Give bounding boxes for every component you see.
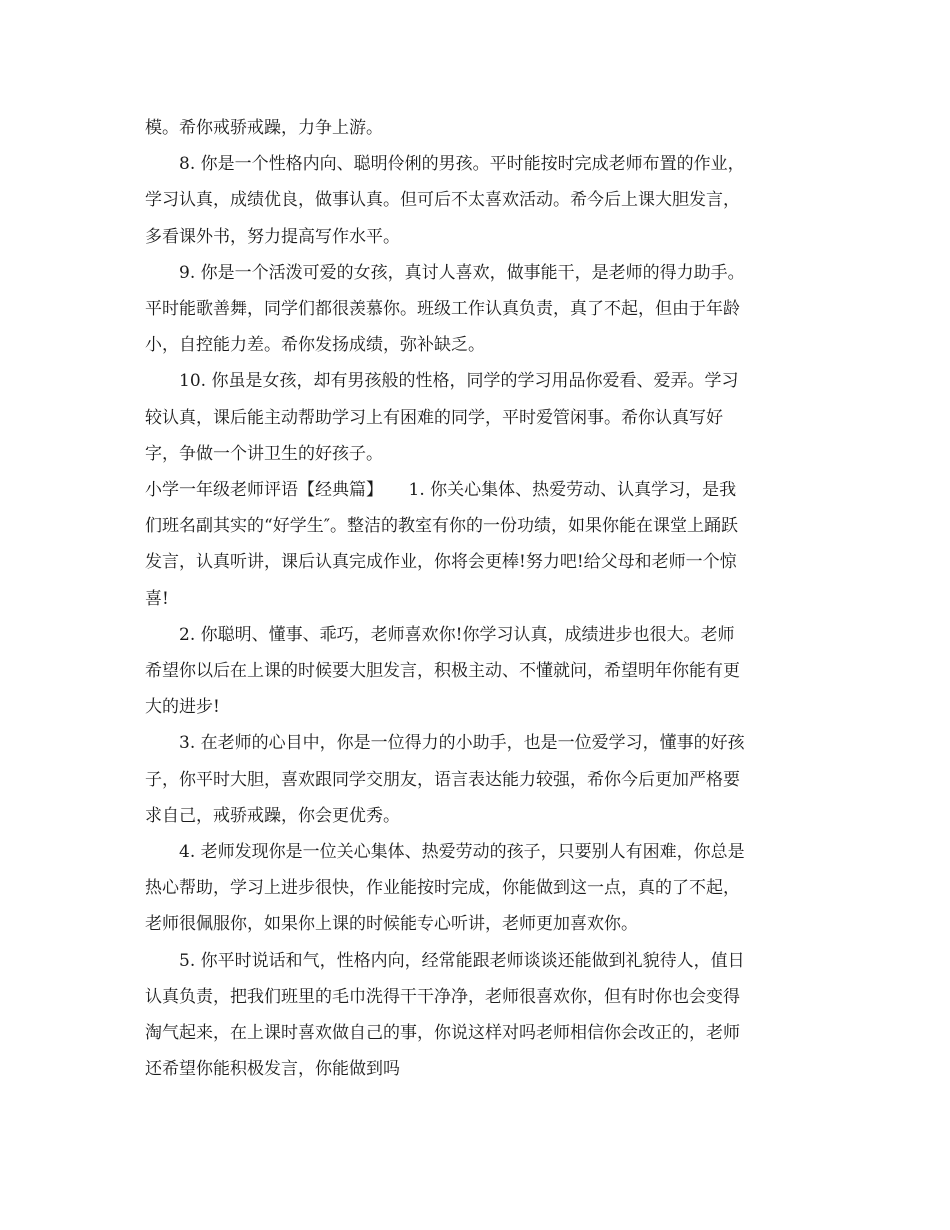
text-line: 9. 你是一个活泼可爱的女孩，真讨人喜欢，做事能干，是老师的得力助手。 [179, 262, 745, 283]
text-line: 发言，认真听讲，课后认真完成作业，你将会更棒!努力吧!给父母和老师一个惊 [145, 552, 737, 573]
text-line: 8. 你是一个性格内向、聪明伶俐的男孩。平时能按时完成老师布置的作业， [179, 154, 745, 175]
text-line: 还希望你能积极发言，你能做到吗 [145, 1059, 400, 1080]
document-body [145, 110, 810, 1087]
text-line: 求自己，戒骄戒躁，你会更优秀。 [145, 805, 400, 826]
text-line: 学习认真，成绩优良，做事认真。但可后不太喜欢活动。希今后上课大胆发言， [145, 190, 740, 211]
paragraph-comment-8 [145, 146, 810, 255]
text-line: 热心帮助，学习上进步很快，作业能按时完成，你能做到这一点，真的了不起， [145, 878, 740, 899]
text-line: 们班名副其实的“好学生″。整洁的教室有你的一份功绩，如果你能在课堂上踊跃 [145, 516, 739, 537]
text-line: 10. 你虽是女孩，却有男孩般的性格，同学的学习用品你爱看、爱弄。学习 [179, 371, 739, 392]
paragraph-comment-4 [145, 834, 810, 943]
text-line: 子，你平时大胆，喜欢跟同学交朋友，语言表达能力较强，希你今后更加严格要 [145, 769, 740, 790]
paragraph-comment-5 [145, 943, 810, 1088]
text-line: 小学一年级老师评语【经典篇】 1. 你关心集体、热爱劳动、认真学习，是我 [145, 480, 737, 501]
text-line: 大的进步! [145, 697, 220, 718]
text-line: 4. 老师发现你是一位关心集体、热爱劳动的孩子，只要别人有困难，你总是 [179, 842, 745, 863]
text-line: 模。希你戒骄戒躁，力争上游。 [145, 118, 383, 138]
text-line: 字，争做一个讲卫生的好孩子。 [145, 443, 383, 464]
paragraph-continuation [145, 110, 810, 146]
text-line: 希望你以后在上课的时候要大胆发言，积极主动、不懂就问，希望明年你能有更 [145, 661, 740, 682]
section-heading-classic [145, 472, 810, 617]
text-line: 老师很佩服你，如果你上课的时候能专心听讲，老师更加喜欢你。 [145, 914, 638, 935]
text-line: 3. 在老师的心目中，你是一位得力的小助手，也是一位爱学习，懂事的好孩 [179, 733, 745, 754]
paragraph-comment-3 [145, 725, 810, 834]
text-line: 较认真，课后能主动帮助学习上有困难的同学，平时爱管闲事。希你认真写好 [145, 407, 723, 428]
text-line: 平时能歌善舞，同学们都很羡慕你。班级工作认真负责，真了不起，但由于年龄 [145, 299, 740, 320]
text-line: 喜! [145, 588, 169, 609]
text-line: 5. 你平时说话和气，性格内向，经常能跟老师谈谈还能做到礼貌待人，值日 [179, 950, 745, 971]
text-line: 小，自控能力差。希你发扬成绩，弥补缺乏。 [145, 335, 485, 356]
text-line: 2. 你聪明、懂事、乖巧，老师喜欢你!你学习认真，成绩进步也很大。老师 [179, 624, 735, 645]
text-line: 淘气起来，在上课时喜欢做自己的事，你说这样对吗老师相信你会改正的，老师 [145, 1023, 740, 1044]
paragraph-comment-10 [145, 363, 810, 472]
text-line: 认真负责，把我们班里的毛巾洗得干干净净，老师很喜欢你，但有时你也会变得 [145, 986, 740, 1007]
paragraph-comment-2 [145, 617, 810, 726]
paragraph-comment-9 [145, 255, 810, 364]
text-line: 多看课外书，努力提高写作水平。 [145, 226, 400, 247]
